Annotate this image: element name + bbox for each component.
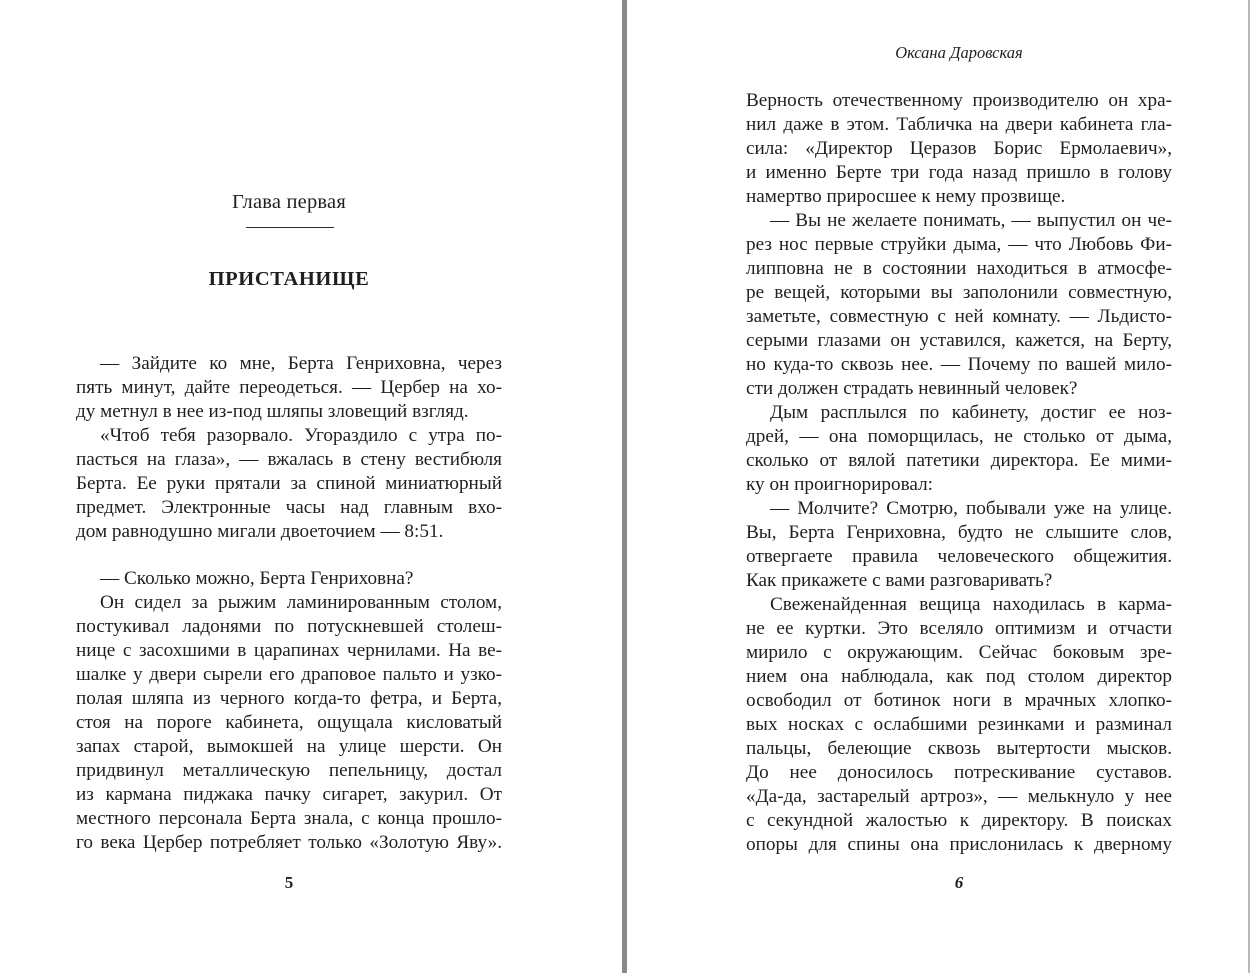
- text-line: вых носках с ослабшими резинками и разминал: [746, 714, 1172, 735]
- right-page: [627, 0, 1250, 973]
- text-line: мирило с окружающим. Сейчас боковым зре-: [746, 642, 1172, 663]
- text-line: — Зайдите ко мне, Берта Генриховна, через: [100, 353, 502, 374]
- text-line: намертво приросшее к нему прозвище.: [746, 186, 1066, 207]
- text-line: предмет. Электронные часы над главным вхо-: [76, 497, 502, 518]
- text-line: пальцы, белеющие сквозь вытертости мысков.: [746, 738, 1172, 759]
- text-line: запах старой, вымокшей на улице шерсти. Он: [76, 736, 502, 757]
- text-line: из кармана пиджака пачку сигарет, закурил. От: [76, 784, 502, 805]
- text-line: рез нос первые струйки дыма, — что Любовь Фи-: [746, 234, 1172, 255]
- chapter-label: Глава первая: [232, 191, 346, 213]
- chapter-title: ПРИСТАНИЩЕ: [208, 268, 370, 290]
- running-head-author: Оксана Даровская: [895, 43, 1023, 62]
- text-line: нице с засохшими в царапинах чернилами. На ве-: [76, 640, 502, 661]
- left-page: [0, 0, 622, 973]
- page-number: 6: [954, 873, 964, 892]
- text-line: опоры для спины она прислонилась к дверному: [746, 834, 1172, 855]
- text-line: липповна не в состоянии находиться в атмосфе-: [746, 258, 1172, 279]
- text-line: шалке у двери сырели его драповое пальто и узко-: [76, 664, 502, 685]
- text-line: заметьте, совместную с ней комнату. — Льдисто-: [746, 306, 1172, 327]
- page-number: 5: [284, 873, 294, 892]
- text-line: местного персонала Берта знала, с конца прошло-: [76, 808, 502, 829]
- text-line: — Вы не желаете понимать, — выпустил он че-: [770, 210, 1172, 231]
- text-line: пять минут, дайте переодеться. — Цербер на хо-: [76, 377, 502, 398]
- text-line: Как прикажете с вами разговаривать?: [746, 570, 1053, 591]
- text-line: До нее доносилось потрескивание суставов.: [746, 762, 1172, 783]
- text-line: нием она наблюдала, как под столом директор: [746, 666, 1172, 687]
- text-line: сти должен страдать невинный человек?: [746, 378, 1078, 399]
- text-line: Берта. Ее руки прятали за спиной миниатюрный: [76, 473, 502, 494]
- text-line: Свеженайденная вещица находилась в карма-: [770, 594, 1172, 615]
- text-line: Вы, Берта Генриховна, будто не слышите слов,: [746, 522, 1172, 543]
- text-line: ку он проигнорировал:: [746, 474, 934, 495]
- text-line: постукивал ладонями по потускневшей столеш-: [76, 616, 502, 637]
- text-line: го века Цербер потребляет только «Золотую Яву».: [76, 832, 502, 853]
- text-line: дрей, — она поморщилась, не столько от дыма,: [746, 426, 1172, 447]
- text-line: — Молчите? Смотрю, побывали уже на улице.: [770, 498, 1172, 519]
- text-line: — Сколько можно, Берта Генриховна?: [100, 568, 414, 589]
- text-line: с секундной жалостью к директору. В поисках: [746, 810, 1172, 831]
- text-line: Дым расплылся по кабинету, достиг ее ноз-: [770, 402, 1172, 423]
- text-line: не ее куртки. Это вселяло оптимизм и отчасти: [746, 618, 1172, 639]
- body-text-block: [76, 352, 502, 544]
- text-line: но куда-то сквозь нее. — Почему по вашей мило-: [746, 354, 1172, 375]
- text-line: и именно Берте три года назад пришло в голову: [746, 162, 1172, 183]
- chapter-divider-rule: [246, 227, 334, 228]
- text-line: серыми глазами он уставился, кажется, на Берту,: [746, 330, 1172, 351]
- text-line: сколько от вялой патетики директора. Ее мими-: [746, 450, 1172, 471]
- text-line: ре вещей, которыми вы заполонили совместную,: [746, 282, 1172, 303]
- text-line: отвергаете правила человеческого общежития.: [746, 546, 1172, 567]
- text-line: нил даже в этом. Табличка на двери кабинета гла-: [746, 114, 1172, 135]
- text-line: пасться на глаза», — вжалась в стену вестибюля: [76, 449, 502, 470]
- text-line: полая шляпа из черного когда-то фетра, и Берта,: [76, 688, 502, 709]
- text-line: Верность отечественному производителю он хра-: [746, 90, 1172, 111]
- text-line: ду метнул в нее из-под шляпы зловещий взгляд.: [76, 401, 469, 422]
- text-line: стоя на пороге кабинета, ощущала кисловатый: [76, 712, 502, 733]
- text-line: «Да-да, застарелый артроз», — мелькнуло у нее: [746, 786, 1172, 807]
- body-text-block: [76, 567, 502, 855]
- text-line: дом равнодушно мигали двоеточием — 8:51.: [76, 521, 444, 542]
- text-line: освободил от ботинок ноги в мрачных хлопко-: [746, 690, 1172, 711]
- text-line: придвинул металлическую пепельницу, достал: [76, 760, 502, 781]
- body-text-block: [746, 89, 1172, 857]
- text-line: «Чтоб тебя разорвало. Угораздило с утра по-: [100, 425, 502, 446]
- text-line: Он сидел за рыжим ламинированным столом,: [100, 592, 502, 613]
- text-line: сила: «Директор Церазов Борис Ермолаевич»,: [746, 138, 1172, 159]
